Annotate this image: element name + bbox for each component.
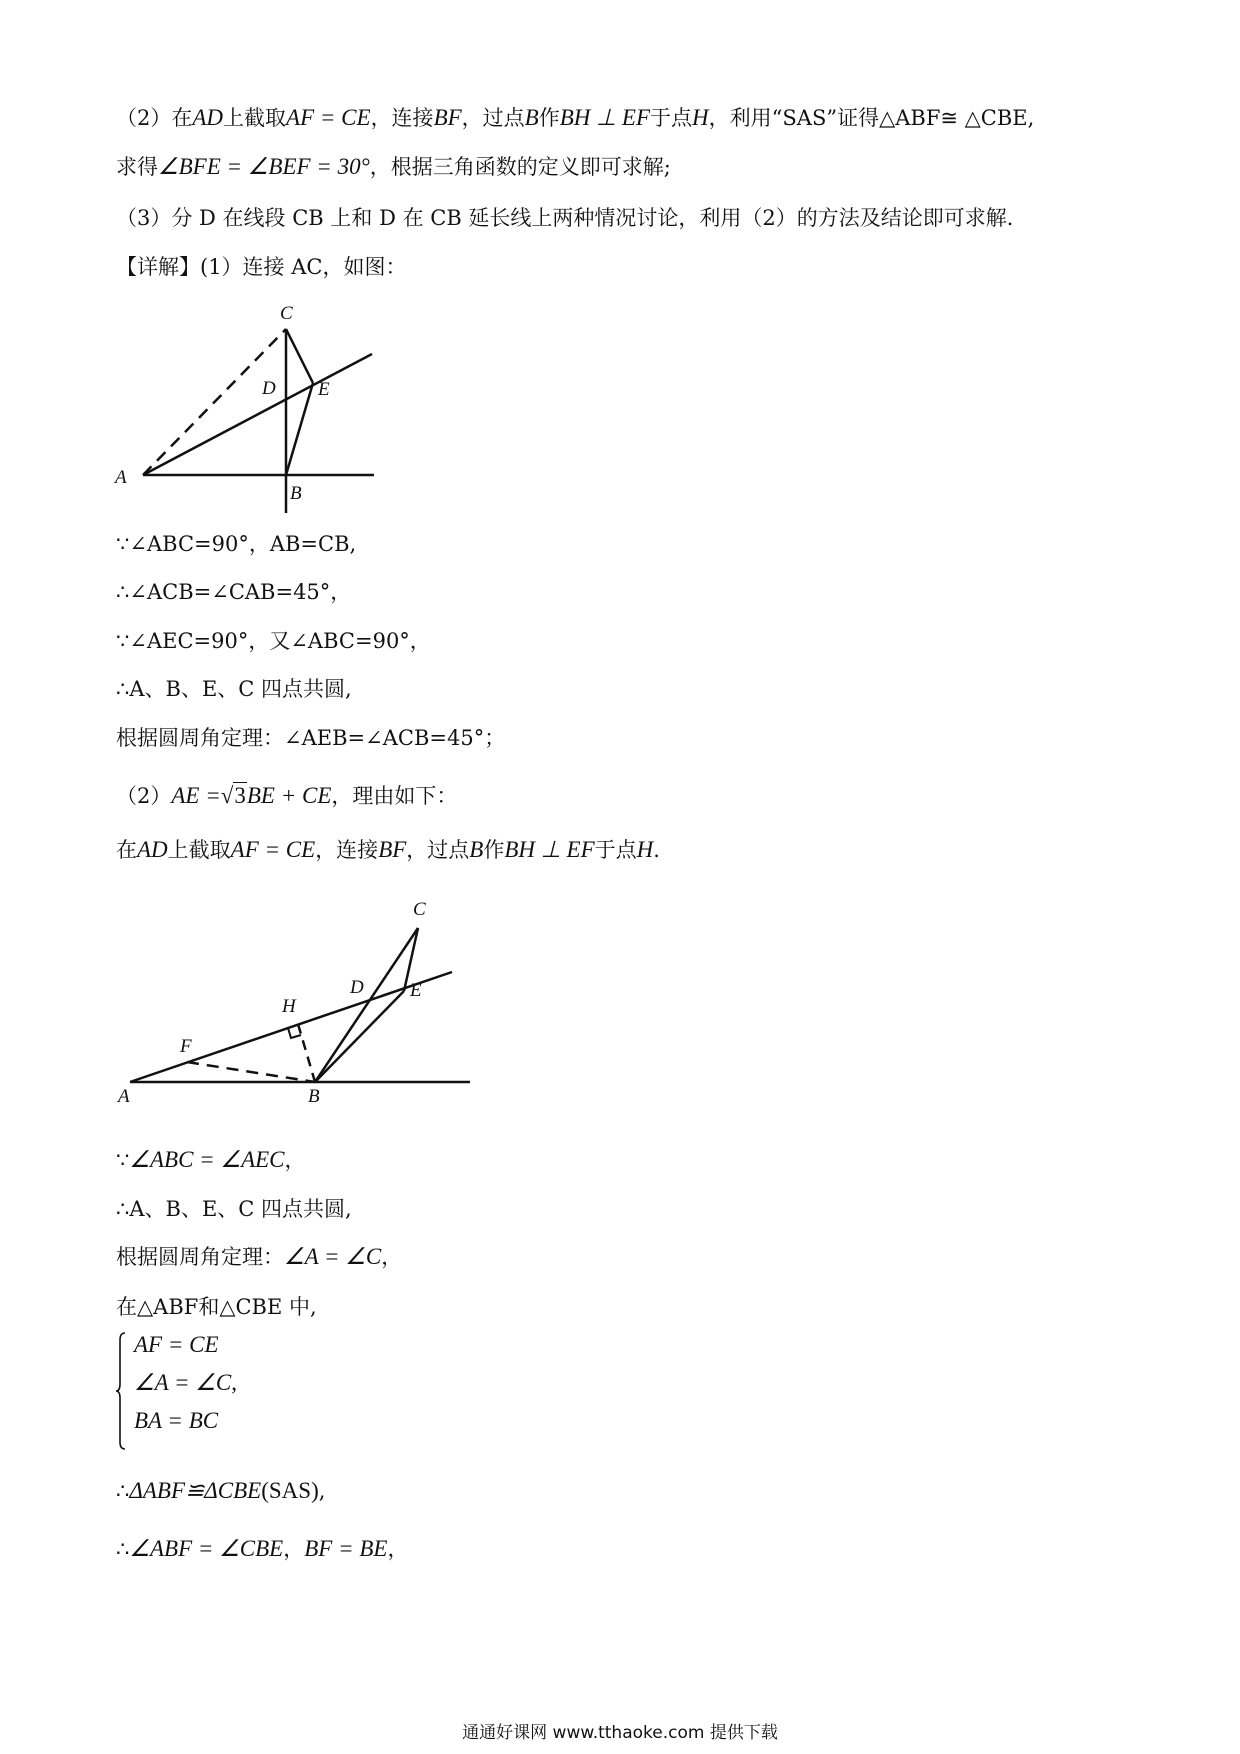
text: . xyxy=(653,838,660,862)
math: AD xyxy=(137,837,168,862)
math: AD xyxy=(192,105,224,130)
label-d: D xyxy=(262,378,276,399)
text: ，连接 xyxy=(315,838,379,862)
part2-head xyxy=(116,782,457,810)
text: ， xyxy=(387,1537,409,1561)
math: H xyxy=(636,837,654,862)
text: , xyxy=(318,1479,326,1503)
label-f: F xyxy=(180,1036,192,1057)
system-row-2 xyxy=(134,1368,237,1398)
math: ∠ABF = ∠CBE xyxy=(129,1536,284,1561)
math: ΔABF≌ΔCBE xyxy=(129,1478,262,1503)
text: ，理由如下： xyxy=(331,784,458,808)
math: BH ⊥ EF xyxy=(559,105,651,130)
figure-1 xyxy=(110,295,390,520)
part1-s2: ∴∠ACB=∠CAB=45°， xyxy=(116,580,352,604)
text: ，根据三角函数的定义即可求解; xyxy=(369,155,671,179)
text: ∴ xyxy=(116,1479,130,1503)
text: ， xyxy=(284,1148,306,1172)
math: AE = xyxy=(171,783,221,808)
text: ， xyxy=(283,1537,305,1561)
text: ∴ xyxy=(116,1537,130,1561)
sqrt: √3 xyxy=(220,783,246,808)
math: ∠ABC = ∠AEC xyxy=(129,1147,285,1172)
math: BF xyxy=(378,837,407,862)
math: ∠A = ∠C xyxy=(284,1244,382,1269)
text: ， xyxy=(381,1245,403,1269)
text: ，连接 xyxy=(370,106,434,130)
label-c: C xyxy=(413,899,426,920)
proof-p3 xyxy=(116,1243,402,1271)
proof-p4: 在△ABF和△CBE 中, xyxy=(116,1295,317,1319)
math: ∠BFE = ∠BEF = 30° xyxy=(158,154,370,179)
math: ∠A = ∠C xyxy=(134,1370,232,1395)
label-b: B xyxy=(308,1086,320,1107)
part1-s4: ∴A、B、E、C 四点共圆, xyxy=(116,677,352,701)
intro-line-3: （3）分 D 在线段 CB 上和 D 在 CB 延长线上两种情况讨论，利用（2）的方法及结论即可求解． xyxy=(116,206,1028,230)
label-d: D xyxy=(350,977,364,998)
proof-c2 xyxy=(116,1535,408,1563)
proof-p1 xyxy=(116,1146,306,1174)
system-row-1: AF = CE xyxy=(134,1332,219,1357)
text: （2） xyxy=(116,784,172,808)
label-e: E xyxy=(318,379,330,400)
label-c: C xyxy=(280,303,293,324)
label-e: E xyxy=(410,980,422,1001)
part1-s1: ∵∠ABC=90°，AB=CB, xyxy=(116,532,357,556)
math: BF xyxy=(433,105,462,130)
math: (SAS) xyxy=(261,1478,319,1503)
label-b: B xyxy=(290,483,302,504)
text: 上截取 xyxy=(223,106,287,130)
math: BF = BE xyxy=(304,1536,388,1561)
text: ∵ xyxy=(116,1148,130,1172)
proof-c1 xyxy=(116,1477,325,1505)
math: B xyxy=(524,105,539,130)
intro-line-1 xyxy=(116,104,1034,132)
math: H xyxy=(692,105,709,130)
part2-cut xyxy=(116,836,660,864)
text: , xyxy=(231,1370,237,1395)
radicand: 3 xyxy=(234,783,246,808)
math: AF = CE xyxy=(230,837,316,862)
label-a: A xyxy=(115,467,127,488)
text: 作 xyxy=(483,838,505,862)
figure-2 xyxy=(110,890,480,1120)
text: 根据圆周角定理： xyxy=(116,1245,284,1269)
text: 上截取 xyxy=(167,838,231,862)
math: BE + CE xyxy=(246,783,332,808)
brace-icon xyxy=(116,1332,126,1450)
text: 于点 xyxy=(594,838,637,862)
text: 作 xyxy=(538,106,560,130)
part1-s3: ∵∠AEC=90°，又∠ABC=90°， xyxy=(116,629,431,653)
text: ，过点 xyxy=(461,106,525,130)
intro-line-4: 【详解】(1）连接 AC，如图： xyxy=(116,255,407,279)
text: 在 xyxy=(116,838,137,862)
text: 求得 xyxy=(116,155,158,179)
text: ，利用“SAS”证得△ABF≅ △CBE, xyxy=(708,106,1035,130)
proof-p2: ∴A、B、E、C 四点共圆, xyxy=(116,1197,352,1221)
system-row-3: BA = BC xyxy=(134,1408,219,1433)
equation-system xyxy=(116,1330,376,1455)
label-h: H xyxy=(282,996,296,1017)
math: B xyxy=(469,837,484,862)
text: （2）在 xyxy=(116,106,193,130)
label-a: A xyxy=(118,1086,130,1107)
page-footer: 通通好课网 www.tthaoke.com 提供下载 xyxy=(462,1723,778,1743)
intro-line-2 xyxy=(116,153,671,181)
text: ，过点 xyxy=(406,838,470,862)
part1-s5: 根据圆周角定理：∠AEB=∠ACB=45°； xyxy=(116,726,506,750)
math: BH ⊥ EF xyxy=(504,837,595,862)
math: AF = CE xyxy=(286,105,371,130)
text: 于点 xyxy=(650,106,693,130)
